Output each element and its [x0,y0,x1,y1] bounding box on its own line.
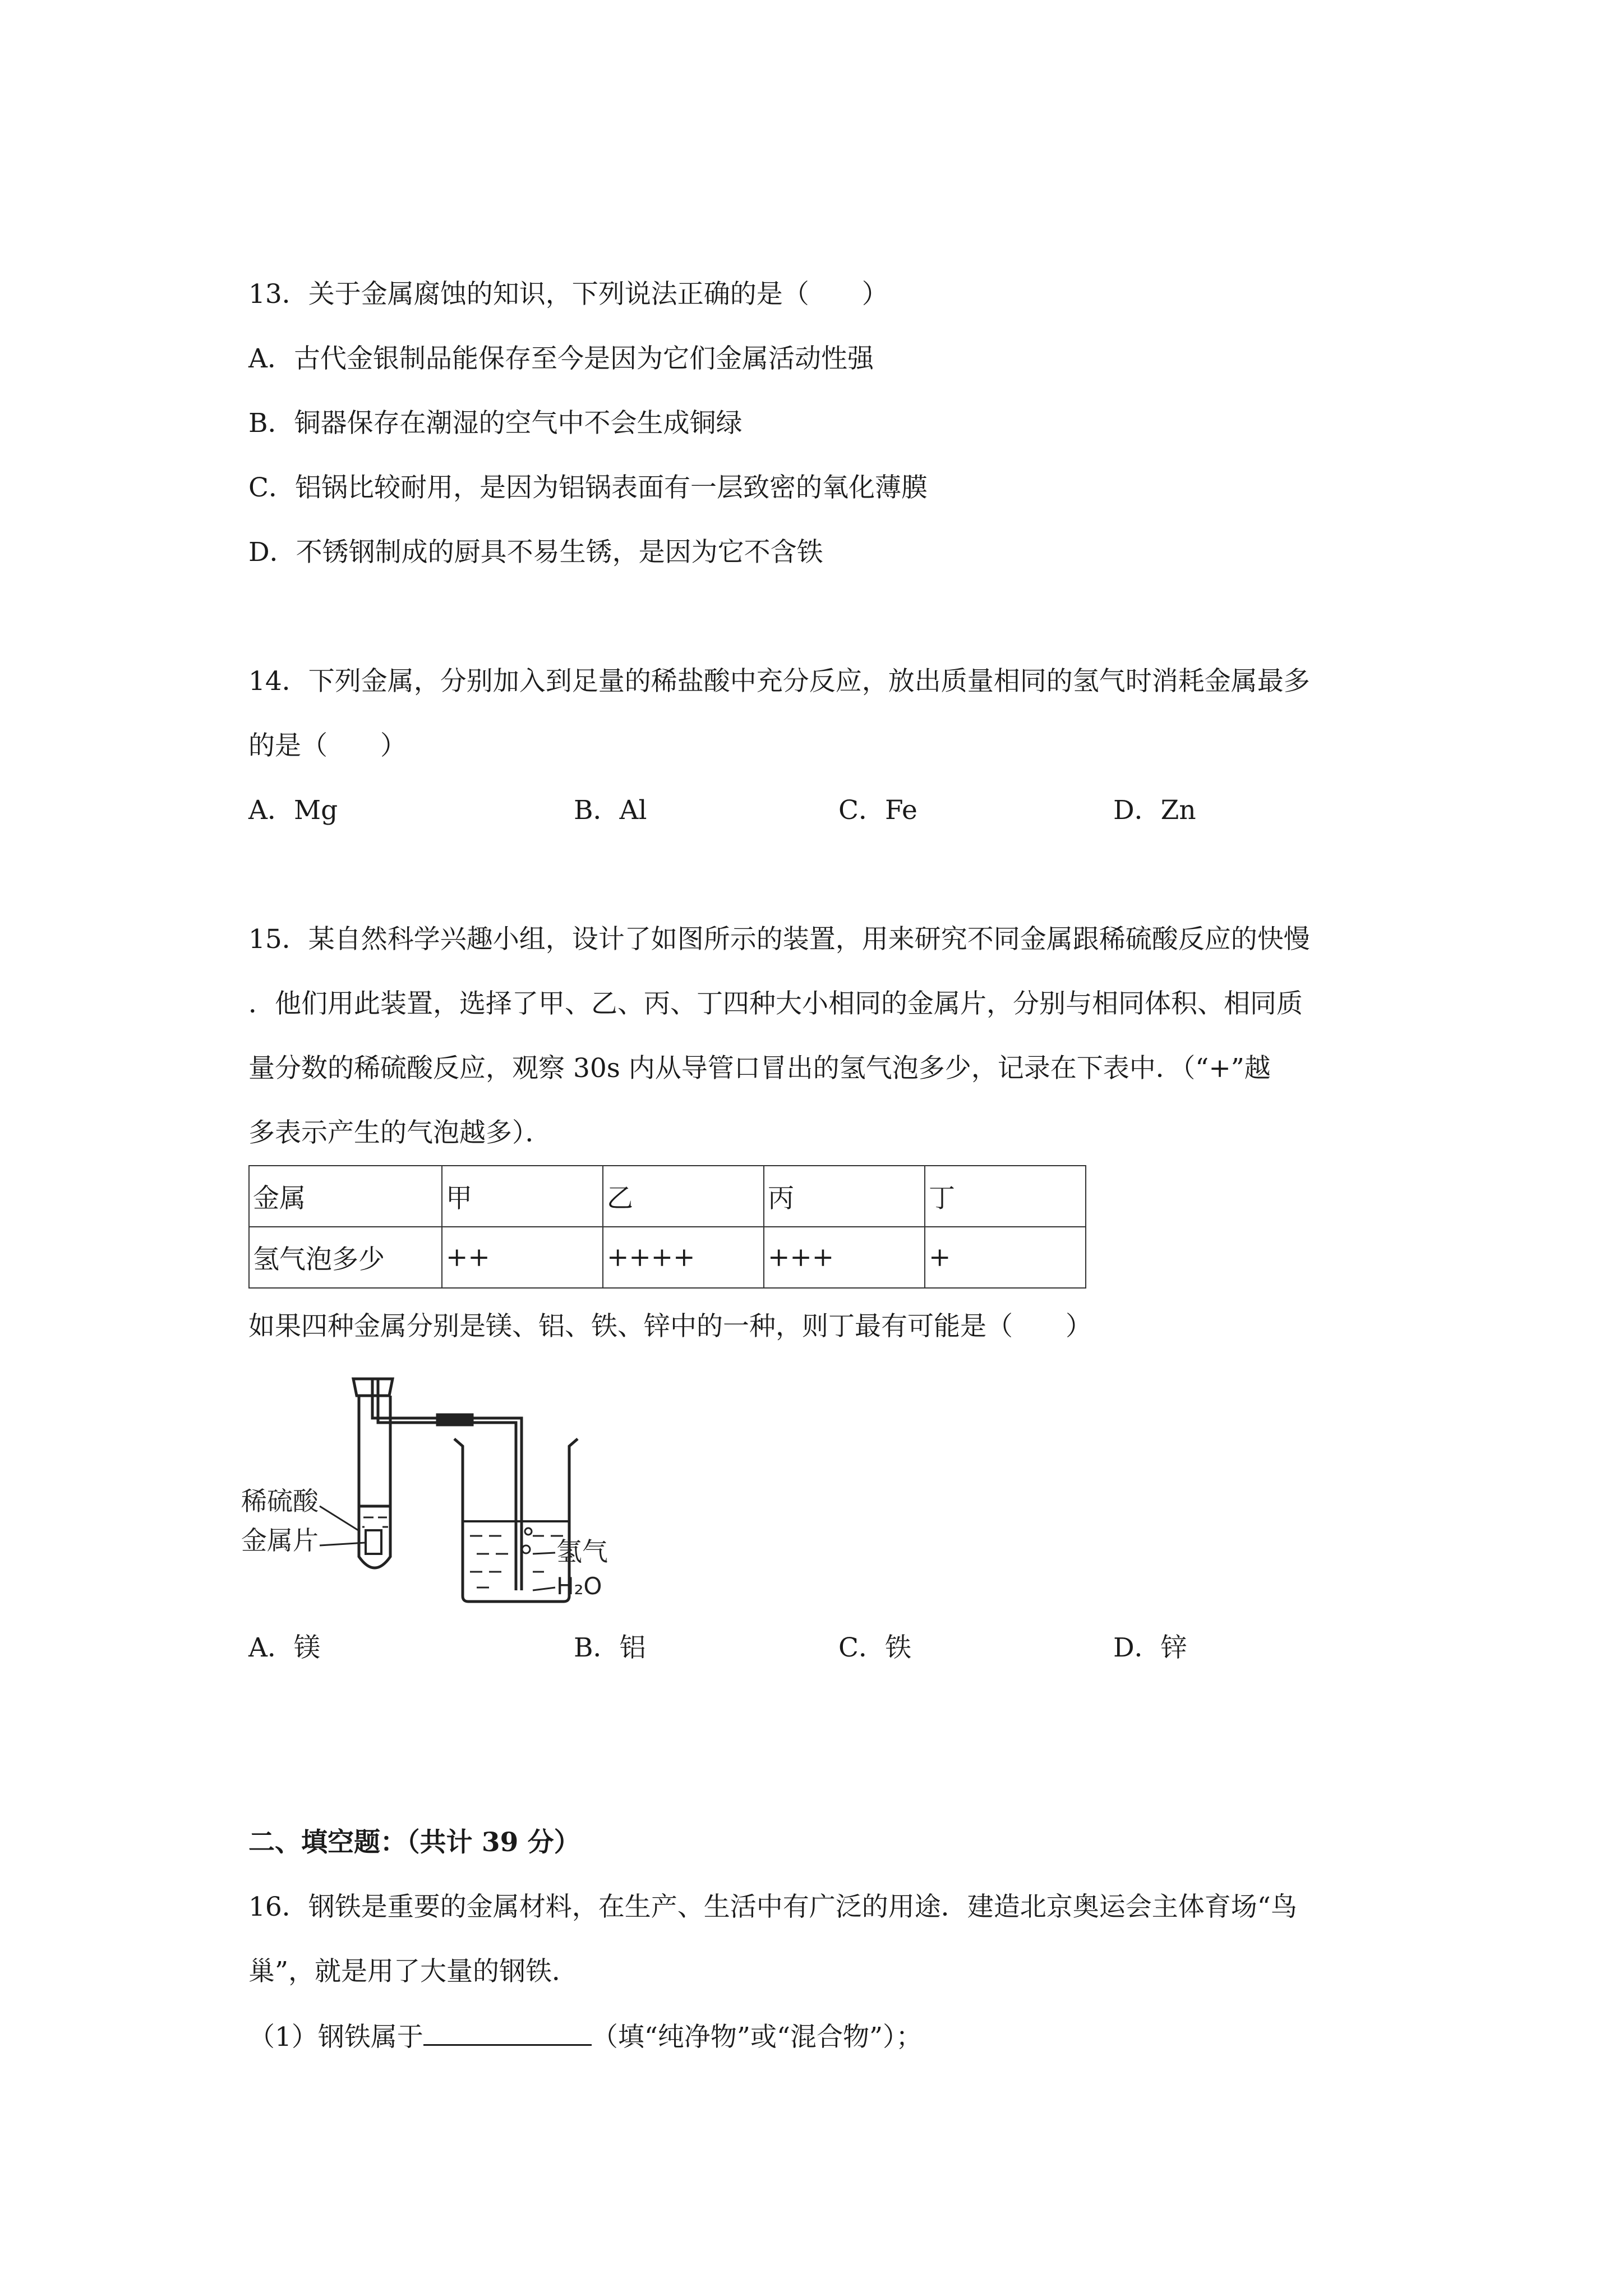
q15-data-table [248,1165,1086,1289]
table-cell: 氢气泡多少 [249,1227,442,1288]
table-cell: 丙 [764,1166,925,1227]
table-cell: 甲 [442,1166,603,1227]
apparatus-figure [241,1363,667,1610]
q14-option-b: B．Al [574,795,647,826]
q15-option-c: C．铁 [838,1632,911,1663]
section-heading: 二、填空题：（共计 39 分） [248,1827,580,1858]
q15-stem-line1: 15．某自然科学兴趣小组，设计了如图所示的装置，用来研究不同金属跟稀硫酸反应的快慢 [248,924,1310,955]
q15-stem-line4: 多表示产生的气泡越多）． [248,1117,552,1148]
table-cell: 金属 [249,1166,442,1227]
label-dilute-acid: 稀硫酸 [241,1486,319,1516]
q16-sub1 [248,2019,923,2054]
q13-option-b: B．铜器保存在潮湿的空气中不会生成铜绿 [248,408,743,439]
q15-question: 如果四种金属分别是镁、铝、铁、锌中的一种，则丁最有可能是（ ） [248,1311,1092,1342]
table-cell: ++++ [603,1227,764,1288]
q14-stem-line2: 的是（ ） [248,730,407,761]
q14-option-d: D．Zn [1113,795,1196,826]
answer-blank[interactable] [423,2019,592,2046]
q16-stem-line2: 巢”，就是用了大量的钢铁． [248,1956,579,1987]
q16-sub1-prefix: （1）钢铁属于 [248,2022,423,2053]
q14-option-c: C．Fe [838,795,917,826]
label-water: H₂O [556,1572,602,1600]
table-cell: + [925,1227,1086,1288]
q16-stem-line1: 16．钢铁是重要的金属材料，在生产、生活中有广泛的用途．建造北京奥运会主体育场“鸟 [248,1892,1297,1922]
table-cell: 乙 [603,1166,764,1227]
q13-option-d: D．不锈钢制成的厨具不易生锈，是因为它不含铁 [248,537,823,568]
table-row [249,1166,1086,1227]
q14-stem-line1: 14．下列金属，分别加入到足量的稀盐酸中充分反应，放出质量相同的氢气时消耗金属最多 [248,666,1310,697]
q13-option-a: A．古代金银制品能保存至今是因为它们金属活动性强 [248,343,874,374]
q13-option-c: C．铝锅比较耐用，是因为铝锅表面有一层致密的氧化薄膜 [248,472,928,503]
table-cell: 丁 [925,1166,1086,1227]
q16-sub1-suffix: （填“纯净物”或“混合物”）； [591,2022,923,2053]
q15-option-b: B．铝 [574,1632,646,1663]
q15-stem-line2: ．他们用此装置，选择了甲、乙、丙、丁四种大小相同的金属片，分别与相同体积、相同质 [248,988,1303,1019]
q15-option-a: A．镁 [248,1632,320,1663]
label-metal-piece: 金属片 [241,1525,319,1556]
table-cell: ++ [442,1227,603,1288]
table-row [249,1227,1086,1288]
q13-stem: 13．关于金属腐蚀的知识，下列说法正确的是（ ） [248,279,888,310]
label-hydrogen: 氢气 [556,1536,608,1567]
table-cell: +++ [764,1227,925,1288]
q15-stem-line3: 量分数的稀硫酸反应，观察 30s 内从导管口冒出的氢气泡多少，记录在下表中．（“+”越 [248,1053,1271,1084]
q15-option-d: D．锌 [1113,1632,1187,1663]
q14-option-a: A．Mg [248,795,338,826]
